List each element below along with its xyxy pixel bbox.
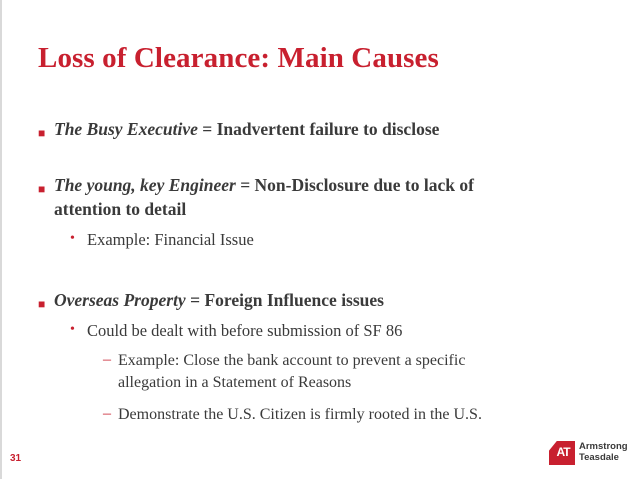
bullet-3-description: Foreign Influence issues <box>204 290 384 310</box>
logo-wordmark <box>579 441 628 463</box>
bullet-2-continuation: attention to detail <box>54 199 187 219</box>
square-bullet-icon: ■ <box>38 297 46 311</box>
dot-bullet-icon: • <box>70 322 75 337</box>
bullet-3-subsub-1-continuation: allegation in a Statement of Reasons <box>118 374 352 391</box>
logo-line-2: Teasdale <box>579 452 619 463</box>
bullet-1-description: Inadvertent failure to disclose <box>216 119 440 139</box>
bullet-2-description: Non-Disclosure due to lack of <box>254 175 474 195</box>
square-bullet-icon: ■ <box>38 182 46 196</box>
bullet-2-separator: = <box>235 175 255 195</box>
logo-mark-letters: AT <box>556 445 570 459</box>
bullet-2-term: The young, key Engineer <box>54 175 236 195</box>
bullet-3-separator: = <box>185 290 205 310</box>
dash-bullet-icon: – <box>103 405 111 422</box>
bullet-2 <box>54 175 474 196</box>
page-number: 31 <box>10 453 22 464</box>
slide-title: Loss of Clearance: Main Causes <box>38 42 439 74</box>
square-bullet-icon: ■ <box>38 126 46 140</box>
left-divider <box>0 0 2 479</box>
bullet-3-sub-1: Could be dealt with before submission of SF 86 <box>87 321 403 340</box>
bullet-3-subsub-1: Example: Close the bank account to prevent a specific <box>118 352 466 369</box>
dash-bullet-icon: – <box>103 351 111 368</box>
bullet-1 <box>54 119 439 140</box>
armstrong-teasdale-logo <box>549 441 637 465</box>
bullet-1-term: The Busy Executive <box>54 119 198 139</box>
logo-line-1: Armstrong <box>579 441 628 452</box>
bullet-3-term: Overseas Property <box>54 290 186 310</box>
dot-bullet-icon: • <box>70 231 75 246</box>
bullet-3-subsub-2: Demonstrate the U.S. Citizen is firmly rooted in the U.S. <box>118 406 482 423</box>
bullet-3 <box>54 290 384 311</box>
bullet-1-separator: = <box>197 119 217 139</box>
bullet-2-sub-1: Example: Financial Issue <box>87 230 254 249</box>
